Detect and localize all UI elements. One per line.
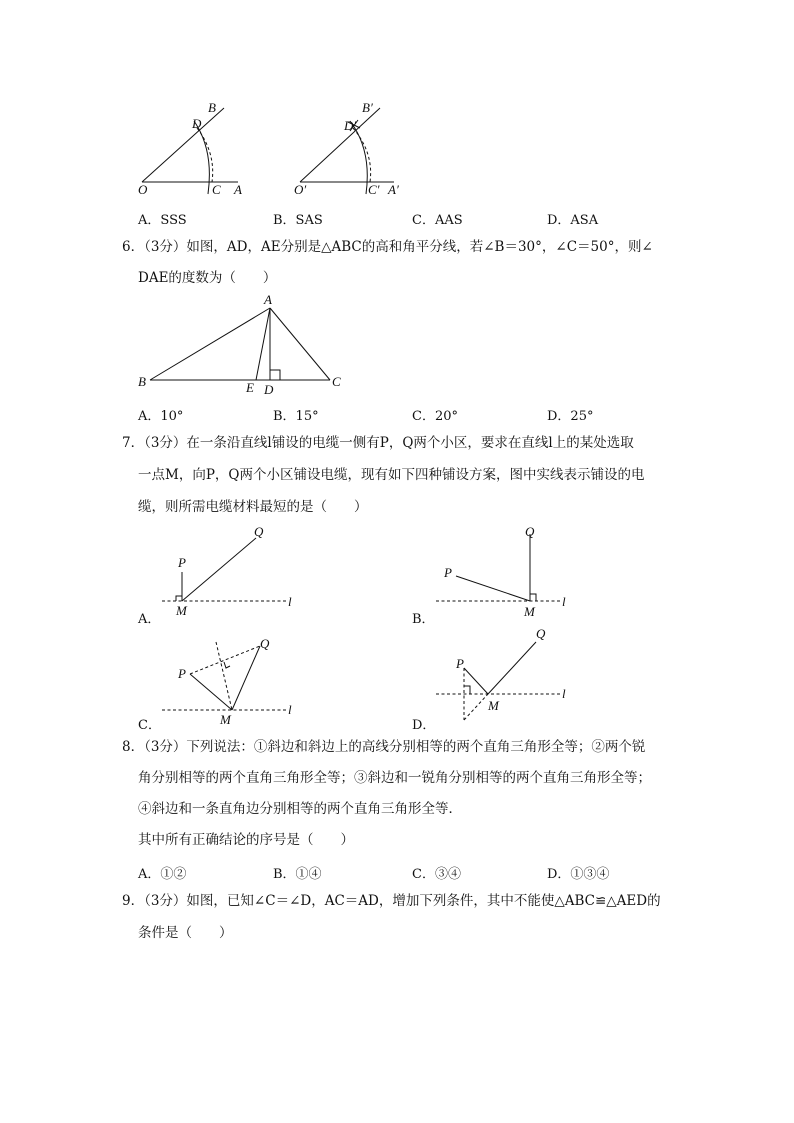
q6-option-c[interactable]: C．20° [412, 409, 458, 424]
q9-text-line-1: 9．（3分）如图，已知∠C＝∠D，AC＝AD，增加下列条件，其中不能使△ABC≌△AED的 [122, 893, 661, 909]
q7a-label-P: P [178, 555, 186, 570]
q5-option-b[interactable]: B．SAS [273, 213, 323, 228]
q7a-label-l: l [288, 594, 292, 609]
q7-option-d-label[interactable]: D． [412, 718, 436, 733]
q7-text-line-2: 一点M，向P，Q两个小区铺设电缆，现有如下四种铺设方案，图中实线表示铺设的电 [138, 467, 645, 483]
q7b-label-Q: Q [525, 524, 535, 539]
q7c-label-M: M [220, 712, 231, 727]
q5-right-label-D: D′ [344, 118, 357, 133]
q7b-label-M: M [524, 604, 535, 619]
q5-option-d[interactable]: D．ASA [547, 213, 599, 228]
q5-left-label-A: A [234, 182, 242, 197]
q9-text-line-2: 条件是（ ） [138, 925, 233, 941]
q6-label-A: A [264, 292, 272, 307]
q6-option-d[interactable]: D．25° [547, 409, 594, 424]
q7c-label-l: l [288, 702, 292, 717]
q7-text-line-3: 缆，则所需电缆材料最短的是（ ） [138, 499, 368, 515]
q6-label-E: E [246, 380, 254, 395]
q5-left-label-O: O [138, 182, 148, 197]
q8-option-b[interactable]: B．①④ [273, 867, 322, 882]
q6-option-a[interactable]: A．10° [138, 409, 184, 424]
q5-option-c[interactable]: C．AAS [412, 213, 463, 228]
q7d-label-P: P [456, 656, 464, 671]
q6-label-D: D [264, 382, 274, 397]
q7-option-b-label[interactable]: B． [412, 612, 435, 627]
q7-option-c-label[interactable]: C． [138, 718, 161, 733]
q5-right-label-C: C′ [368, 182, 380, 197]
q7c-label-Q: Q [260, 636, 270, 651]
q5-figure-right [288, 98, 418, 198]
q5-option-a[interactable]: A．SSS [138, 213, 187, 228]
q7c-label-P: P [178, 666, 186, 681]
q7-option-b-figure [430, 520, 580, 620]
q8-option-d[interactable]: D．①③④ [547, 867, 610, 882]
q7-option-d-figure [430, 622, 580, 728]
q5-left-label-D: D [192, 116, 202, 131]
q8-option-a[interactable]: A．①② [138, 867, 187, 882]
q6-label-C: C [332, 374, 341, 389]
q7d-label-M: M [488, 698, 499, 713]
q7d-label-l: l [562, 686, 566, 701]
q7b-label-l: l [562, 594, 566, 609]
q7a-label-M: M [176, 603, 187, 618]
q8-text-line-1: 8．（3分）下列说法：①斜边和斜边上的高线分别相等的两个直角三角形全等；②两个锐 [122, 739, 646, 755]
q6-label-B: B [138, 374, 146, 389]
q5-left-label-C: C [212, 182, 221, 197]
q7-option-a-figure [160, 520, 310, 620]
q7-text-line-1: 7．（3分）在一条沿直线l铺设的电缆一侧有P，Q两个小区，要求在直线l上的某处选取 [122, 435, 634, 451]
q5-right-label-B: B′ [362, 100, 373, 115]
q5-right-label-A: A′ [388, 182, 399, 197]
q6-triangle-figure [130, 290, 360, 398]
q8-text-line-2: 角分别相等的两个直角三角形全等；③斜边和一锐角分别相等的两个直角三角形全等； [138, 770, 651, 786]
q7a-label-Q: Q [254, 524, 264, 539]
q7d-label-Q: Q [536, 626, 546, 641]
q8-text-line-3: ④斜边和一条直角边分别相等的两个直角三角形全等． [138, 801, 462, 817]
q7b-label-P: P [444, 565, 452, 580]
q8-text-line-4: 其中所有正确结论的序号是（ ） [138, 832, 354, 848]
q8-option-c[interactable]: C．③④ [412, 867, 461, 882]
q7-option-a-label[interactable]: A． [138, 612, 161, 627]
q6-text-line-1: 6．（3分）如图，AD，AE分别是△ABC的高和角平分线，若∠B＝30°，∠C＝50°，则∠ [122, 239, 653, 255]
q5-right-label-O: O′ [294, 182, 307, 197]
q7-option-c-figure [160, 630, 310, 730]
q5-left-label-B: B [208, 100, 216, 115]
q6-text-line-2: DAE的度数为（ ） [138, 270, 277, 286]
q6-option-b[interactable]: B．15° [273, 409, 319, 424]
q5-figure-left [130, 98, 260, 198]
